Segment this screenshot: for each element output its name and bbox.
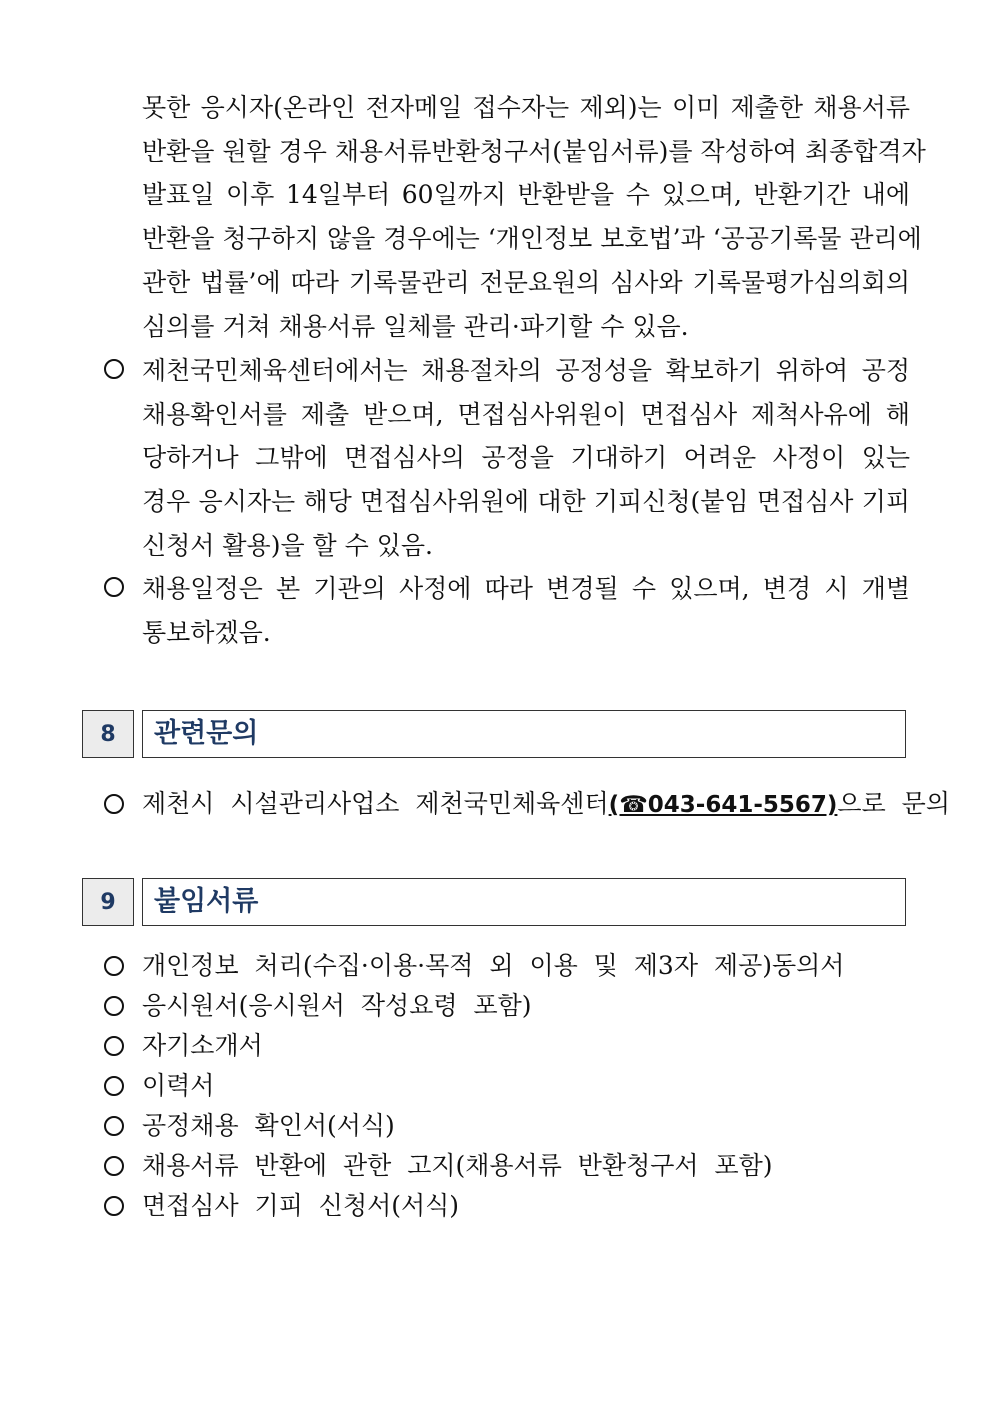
circle-bullet-icon xyxy=(104,794,124,814)
circle-bullet-icon xyxy=(104,1036,124,1056)
section-title: 관련문의 xyxy=(154,718,259,749)
list-item-text: 채용서류 반환에 관한 고지(채용서류 반환청구서 포함) xyxy=(142,1151,773,1180)
circle-bullet-icon xyxy=(104,1076,124,1096)
circle-bullet-icon xyxy=(104,956,124,976)
bullet-line: 채용확인서를 제출 받으며, 면접심사위원이 면접심사 제척사유에 해 xyxy=(142,400,910,429)
list-item-text: 개인정보 처리(수집·이용·목적 외 이용 및 제3자 제공)동의서 xyxy=(142,951,845,980)
list-item xyxy=(104,986,910,1026)
contact-phone-link[interactable]: (☎043-641-5567) xyxy=(608,792,838,818)
list-item xyxy=(104,946,910,986)
bullet-line: 통보하겠음. xyxy=(142,618,271,647)
contact-text xyxy=(142,784,950,825)
bullet-line: 채용일정은 본 기관의 사정에 따라 변경될 수 있으며, 변경 시 개별 xyxy=(142,574,910,603)
circle-bullet-icon xyxy=(104,1156,124,1176)
list-item xyxy=(104,1146,910,1186)
paragraph-line: 발표일 이후 14일부터 60일까지 반환받을 수 있으며, 반환기간 내에 xyxy=(142,180,910,209)
contact-suffix: 으로 문의 xyxy=(837,789,950,818)
circle-bullet-icon xyxy=(104,359,124,379)
list-item-text: 공정채용 확인서(서식) xyxy=(142,1111,395,1140)
section-title-box xyxy=(142,710,906,758)
list-item xyxy=(104,1186,910,1226)
circle-bullet-icon xyxy=(104,996,124,1016)
section-number: 9 xyxy=(82,878,134,926)
bullet-line: 신청서 활용)을 할 수 있음. xyxy=(142,531,433,560)
section-title: 붙임서류 xyxy=(154,886,259,917)
section-number: 8 xyxy=(82,710,134,758)
section-8-header xyxy=(82,710,906,758)
paragraph-line: 못한 응시자(온라인 전자메일 접수자는 제외)는 이미 제출한 채용서류 xyxy=(142,93,910,122)
list-item xyxy=(104,1106,910,1146)
bullet-line: 당하거나 그밖에 면접심사의 공정을 기대하기 어려운 사정이 있는 xyxy=(142,443,910,472)
list-item xyxy=(104,1026,910,1066)
section-9-header xyxy=(82,878,906,926)
list-item-text: 면접심사 기피 신청서(서식) xyxy=(142,1191,460,1220)
contact-item xyxy=(104,784,950,824)
circle-bullet-icon xyxy=(104,577,124,597)
paragraph-line: 반환을 원할 경우 채용서류반환청구서(붙임서류)를 작성하여 최종합격자 xyxy=(142,137,926,166)
list-item-text: 자기소개서 xyxy=(142,1031,263,1060)
section-title-box xyxy=(142,878,906,926)
list-item-text: 응시원서(응시원서 작성요령 포함) xyxy=(142,991,532,1020)
paragraph-line: 관한 법률’에 따라 기록물관리 전문요원의 심사와 기록물평가심의회의 xyxy=(142,268,910,297)
paragraph-line: 반환을 청구하지 않을 경우에는 ‘개인정보 보호법’과 ‘공공기록물 관리에 xyxy=(142,224,922,253)
contact-prefix: 제천시 시설관리사업소 제천국민체육센터 xyxy=(142,789,609,818)
circle-bullet-icon xyxy=(104,1116,124,1136)
bullet-line: 제천국민체육센터에서는 채용절차의 공정성을 확보하기 위하여 공정 xyxy=(142,356,910,385)
bullet-line: 경우 응시자는 해당 면접심사위원에 대한 기피신청(붙임 면접심사 기피 xyxy=(142,487,910,516)
paragraph-line: 심의를 거쳐 채용서류 일체를 관리·파기할 수 있음. xyxy=(142,312,689,341)
list-item-text: 이력서 xyxy=(142,1071,215,1100)
circle-bullet-icon xyxy=(104,1196,124,1216)
list-item xyxy=(104,1066,910,1106)
